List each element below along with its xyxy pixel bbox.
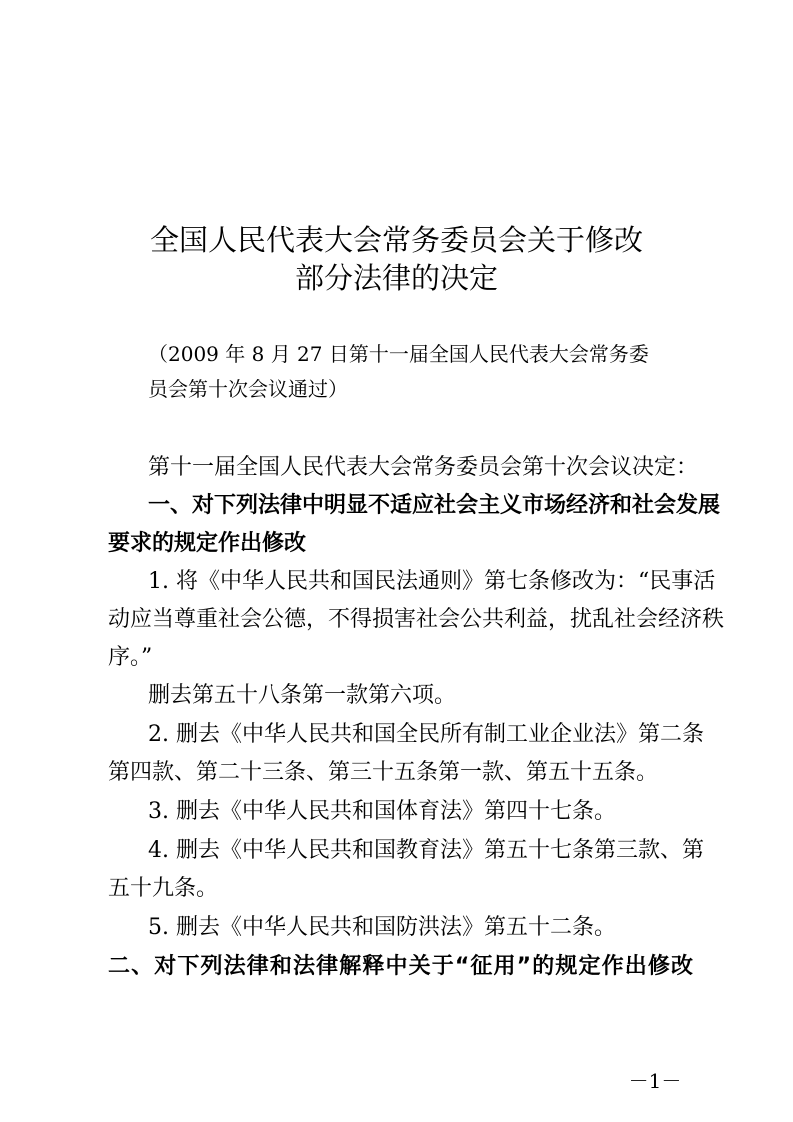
- adoption-note-line-1: （2009 年 8 月 27 日第十一届全国人民代表大会常务委: [148, 342, 649, 366]
- section-1-heading-line-1: 一、对下列法律中明显不适应社会主义市场经济和社会发展: [148, 493, 721, 518]
- intro-paragraph: 第十一届全国人民代表大会常务委员会第十次会议决定：: [148, 455, 699, 480]
- item-1-extra: 删去第五十八条第一款第六项。: [148, 683, 457, 708]
- item-4-line-2: 五十九条。: [108, 876, 219, 901]
- item-1-line-3: 序。”: [108, 645, 153, 670]
- item-5: 5. 删去《中华人民共和国防洪法》第五十二条。: [148, 915, 616, 940]
- item-3: 3. 删去《中华人民共和国体育法》第四十七条。: [148, 799, 616, 824]
- page-number: －1－: [628, 1069, 682, 1093]
- document-title-line-1: 全国人民代表大会常务委员会关于修改: [149, 223, 643, 257]
- section-2-heading: 二、对下列法律和法律解释中关于“征用”的规定作出修改: [108, 954, 693, 979]
- document-title-line-2: 部分法律的决定: [294, 261, 498, 295]
- adoption-note-line-2: 员会第十次会议通过）: [148, 377, 348, 401]
- item-1-line-1: 1. 将《中华人民共和国民法通则》第七条修改为：“民事活: [148, 569, 716, 594]
- section-1-heading-line-2: 要求的规定作出修改: [108, 531, 307, 556]
- item-2-line-2: 第四款、第二十三条、第三十五条第一款、第五十五条。: [108, 760, 659, 785]
- item-1-line-2: 动应当尊重社会公德，不得损害社会公共利益，扰乱社会经济秩: [108, 607, 725, 632]
- item-4-line-1: 4. 删去《中华人民共和国教育法》第五十七条第三款、第: [148, 838, 704, 863]
- item-2-line-1: 2. 删去《中华人民共和国全民所有制工业企业法》第二条: [148, 722, 704, 747]
